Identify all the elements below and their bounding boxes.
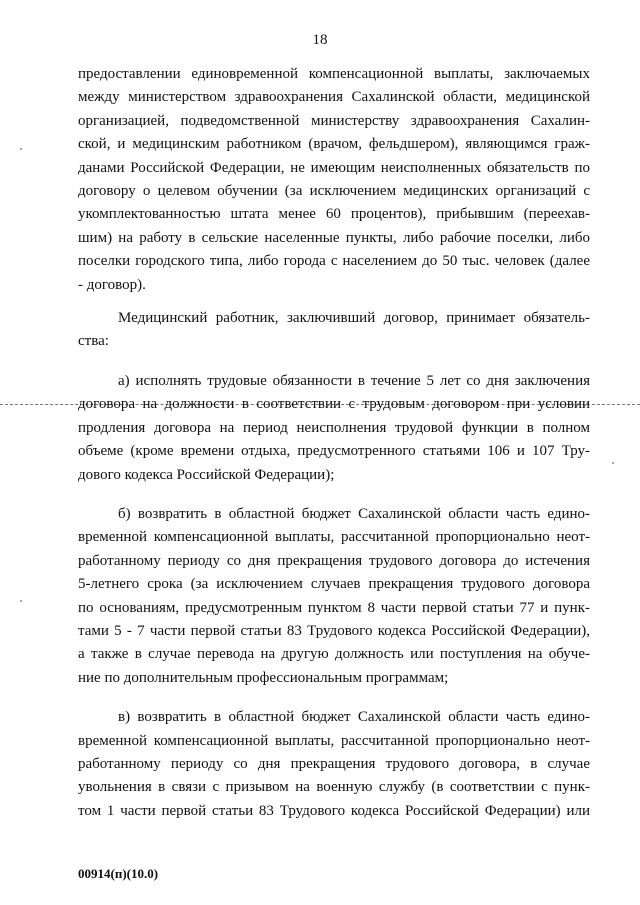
document-code: 00914(п)(10.0) [78,866,159,881]
item-c [78,706,590,823]
text-line: предоставлении единовременной компенсационной выплаты, заключаемых [78,66,590,82]
text-line: в) возвратить в областной бюджет Сахалинской области часть едино- [118,709,590,726]
item-b [78,503,590,690]
scan-speck [612,462,614,464]
text-line: а также в случае перевода на другую должность или поступления на обуче- [78,646,590,663]
text-line: договору о целевом обучении (за исключением медицинских организаций с [78,183,590,200]
text-line: поселки городского типа, либо города с населением до 50 тыс. человек (далее [78,253,590,270]
text-line: тами 5 - 7 части первой статьи 83 Трудового кодекса Российской Федерации), [78,622,590,639]
text-line: а) исполнять трудовые обязанности в течение 5 лет со дня заключения [118,372,590,389]
text-line: ние по дополнительным профессиональным программам; [78,669,449,686]
text-line: ства: [78,333,109,350]
text-line: продления договора на период неисполнения трудовой функции в полном [78,419,590,436]
text-line: увольнения в связи с призывом на военную службу (в соответствии с пунк- [78,779,590,796]
text-line: данами Российской Федерации, не имеющим неисполненных обязательств по [78,159,590,176]
text-line: дового кодекса Российской Федерации); [78,466,335,483]
text-line: том 1 части первой статьи 83 Трудового кодекса Российской Федерации) или [78,802,590,819]
text-line: б) возвратить в областной бюджет Сахалинской области часть едино- [118,505,590,522]
text-line: укомплектованностью штата менее 60 процентов), прибывшим (переехав- [78,206,590,223]
text-line: работанному периоду со дня прекращения трудового договора до истечения [78,552,590,569]
page-number: 18 [312,32,328,48]
text-line: организацией, подведомственной министерству здравоохранения Сахалин- [78,112,590,129]
scan-speck [20,148,22,150]
text-line: объеме (кроме времени отдыха, предусмотренного статьями 106 и 107 Тру- [78,443,590,460]
text-line: ской, и медицинским работником (врачом, фельдшером), являющимся граж- [78,136,590,153]
text-line: по основаниям, предусмотренным пунктом 8 части первой статьи 77 и пунк- [78,599,590,616]
text-line: работанному периоду со дня прекращения трудового договора, в случае [78,755,590,772]
text-line: между министерством здравоохранения Сахалинской области, медицинской [78,89,590,106]
text-line: договора на должности в соответствии с трудовым договором при условии [78,396,590,413]
document-body [78,63,590,823]
paragraph-1 [78,63,590,297]
item-a [78,370,590,487]
text-line: шим) на работу в сельские населенные пункты, либо рабочие поселки, либо [78,229,590,246]
text-line: 5-летнего срока (за исключением случаев прекращения трудового договора [78,576,590,593]
text-line: временной компенсационной выплаты, рассчитанной пропорционально неот- [78,732,590,749]
text-line: - договор). [78,276,146,293]
paragraph-2 [78,307,590,354]
scan-speck [20,600,22,602]
text-line: временной компенсационной выплаты, рассчитанной пропорционально неот- [78,529,590,546]
text-line: Медицинский работник, заключивший договор, принимает обязатель- [118,310,590,327]
